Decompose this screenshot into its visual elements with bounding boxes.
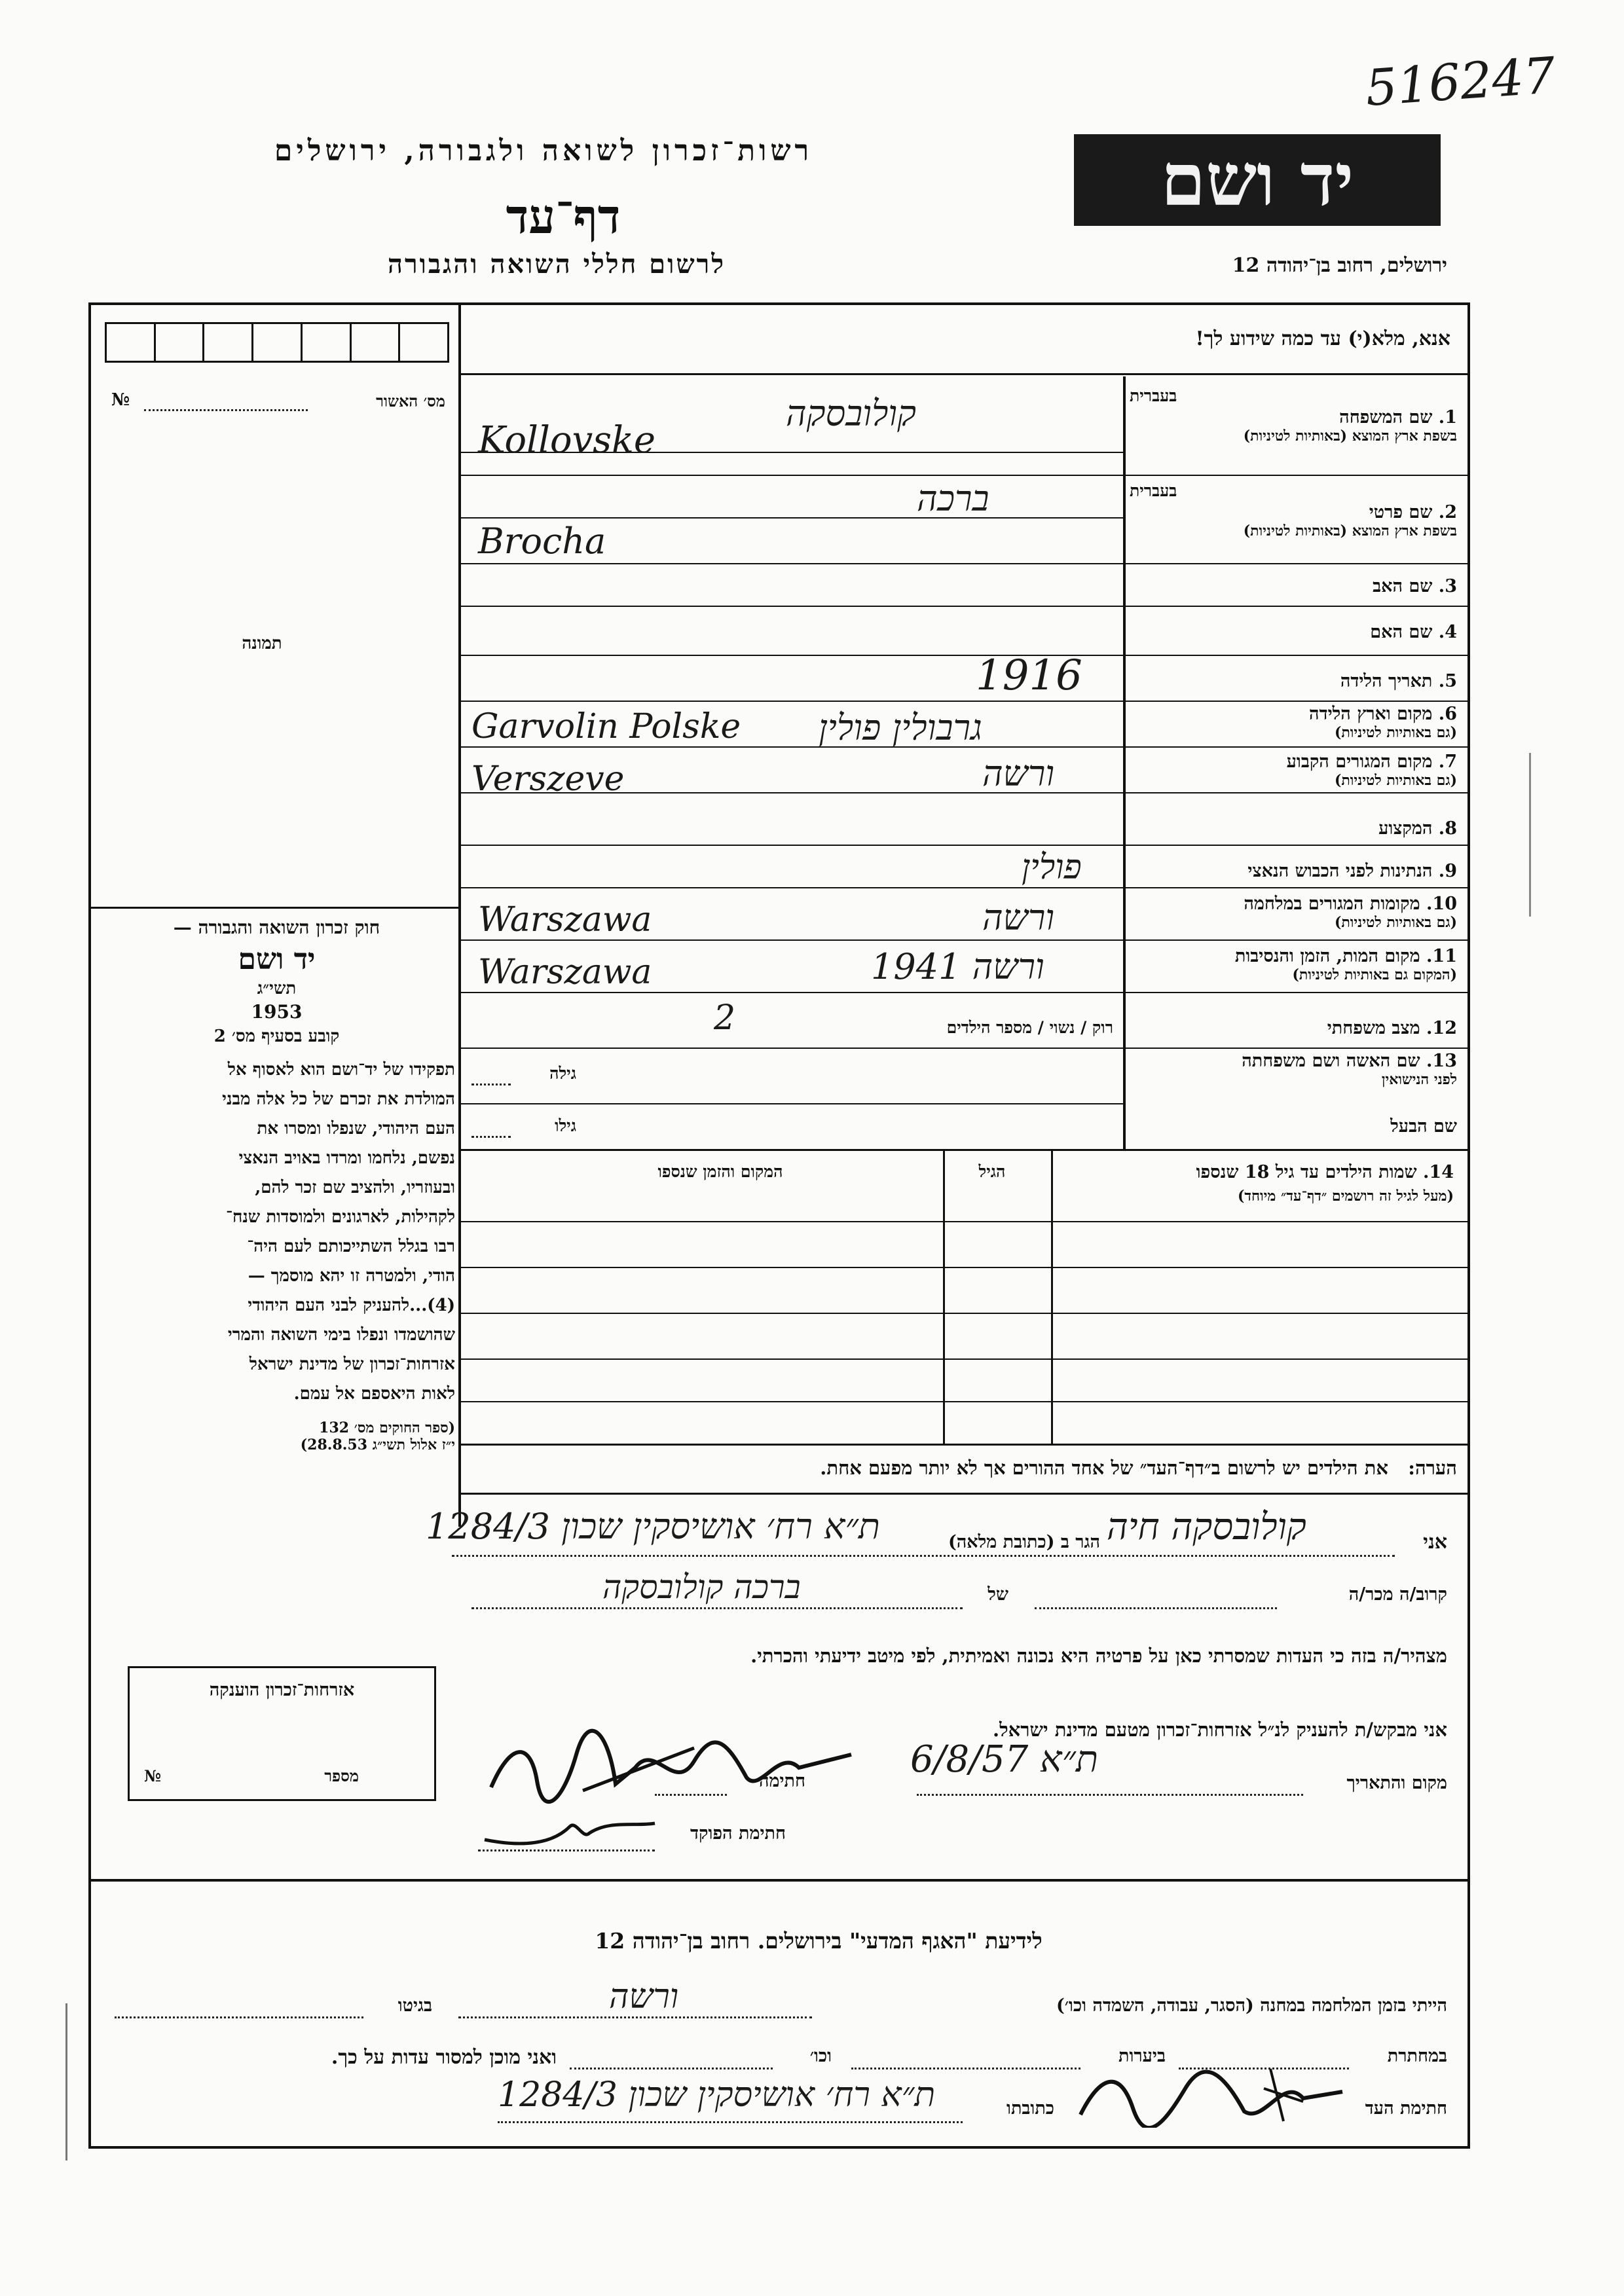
bottom-address-label: כתובתו — [1006, 2098, 1054, 2119]
form-subtitle: לרשום חללי השואה והגבורה — [387, 249, 726, 280]
field-8 — [1130, 818, 1457, 839]
field-2-heb-tag: בעברית — [1130, 481, 1177, 500]
law-year-heb: תשי״ג — [257, 979, 297, 998]
yad-vashem-logo — [1074, 134, 1441, 226]
field-5-label: תאריך הלידה — [1340, 671, 1433, 691]
field-12-label: מצב משפחתי — [1327, 1018, 1420, 1038]
law-text-line: לאות היאספם אל עמם. — [293, 1384, 455, 1404]
bottom-line1-value[interactable]: ורשה — [609, 1977, 679, 2016]
field-6-value-lat[interactable]: Garvolin Polske — [471, 707, 741, 746]
field-9-value[interactable]: פולין — [1022, 848, 1082, 887]
field-2-num: 2. — [1438, 502, 1457, 522]
field-1-label: שם המשפחה — [1339, 407, 1433, 428]
field-13-sub: לפני הנישואין — [1381, 1071, 1457, 1088]
law-text-line: תפקידו של יד־ושם הוא לאסוף אל — [227, 1060, 455, 1080]
field-14 — [1061, 1162, 1454, 1205]
decl-place-date-label: מקום והתאריך — [1346, 1773, 1447, 1793]
decl-statement: מצהיר/ה בזה כי העדות שמסרתי כאן על פרטיה היא נכונה ואמיתית, לפי מיטב ידיעתי והכרתי. — [750, 1645, 1447, 1667]
field-9-num: 9. — [1438, 861, 1457, 881]
field-9 — [1130, 861, 1457, 881]
field-6-value-heb[interactable]: גרבולין פולין — [819, 707, 982, 748]
children-col-place: המקום והזמן שנספו — [657, 1162, 783, 1181]
field-1 — [1130, 386, 1457, 445]
law-text-line: המולדת את זכרם של כל אלה מבני — [222, 1089, 455, 1109]
field-1-heb-tag: בעברית — [1130, 386, 1177, 405]
field-7-value-heb[interactable]: ורשה — [982, 753, 1055, 794]
law-title: חוק זכרון השואה והגבורה — — [173, 917, 380, 938]
field-7-num: 7. — [1438, 752, 1457, 772]
law-clause: קובע בסעיף מס׳ 2 — [213, 1027, 340, 1046]
bottom-forests-label: ביערות — [1118, 2046, 1166, 2066]
note-text: את הילדים יש לרשום ב״דף־העד״ של אחד ההורים אך לא יותר מפעם אחת. — [820, 1457, 1388, 1479]
field-1-num: 1. — [1438, 407, 1457, 428]
field-11-sub: (המקום גם באותיות לטיניות) — [1292, 966, 1457, 983]
field-13-age-label: גילה — [549, 1064, 576, 1083]
field-10-label: מקומות המגורים במלחמה — [1244, 894, 1420, 914]
field-8-num: 8. — [1438, 818, 1457, 839]
officer-signature[interactable] — [478, 1807, 661, 1853]
law-text-line: נפשם, נלחמו ומרדו באויב הנאצי — [238, 1148, 455, 1168]
law-text-line: רבו בגלל השתייכותם לעם היה־ — [247, 1237, 455, 1256]
field-12-num: 12. — [1426, 1018, 1457, 1038]
field-11-num: 11. — [1426, 946, 1457, 966]
field-13-label: שם האשה ושם משפחתה — [1242, 1051, 1420, 1071]
bottom-ready-label: ואני מוכן למסור עדות על כך. — [331, 2046, 557, 2069]
field-1-value-lat[interactable]: Kollovske — [478, 419, 656, 462]
field-10-num: 10. — [1426, 894, 1457, 914]
field-10-value-heb[interactable]: ורשה — [982, 897, 1055, 938]
field-11 — [1130, 946, 1457, 983]
field-7-value-lat[interactable]: Verszeve — [471, 759, 625, 799]
note — [471, 1457, 1457, 1480]
field-4 — [1130, 622, 1457, 642]
field-12-children[interactable]: 2 — [714, 998, 736, 1038]
field-10-value-lat[interactable]: Warszawa — [478, 900, 652, 939]
field-2-value-heb[interactable]: ברכה — [917, 478, 989, 519]
field-14-label: שמות הילדים עד גיל 18 שנספו — [1196, 1162, 1417, 1182]
field-11-label: מקום המות, הזמן והנסיבות — [1234, 946, 1420, 966]
bottom-line1-label: הייתי בזמן המלחמה במחנה (הסגר, עבודה, השמדה וכו׳) — [1056, 1995, 1447, 2016]
decl-officer-label: חתימת הפוקד — [690, 1823, 786, 1844]
bottom-address-value[interactable]: ת״א רח׳ אושיסקין שכון 1284/3 — [498, 2075, 936, 2115]
law-text-line: העם היהודי, שנפלו ומסרו את — [257, 1119, 455, 1139]
citizenship-number-label: מספר — [324, 1766, 359, 1785]
law-text-line: אזרחות־זכרון של מדינת ישראל — [249, 1355, 455, 1374]
field-2-value-lat[interactable]: Brocha — [478, 520, 606, 562]
bottom-etc-label: וכו׳ — [809, 2046, 832, 2066]
field-13 — [1130, 1051, 1457, 1088]
field-2-label: שם פרטי — [1369, 502, 1433, 522]
field-8-label: המקצוע — [1378, 818, 1433, 839]
field-9-label: הנתינות לפני הכבוש הנאצי — [1247, 861, 1433, 881]
field-4-num: 4. — [1438, 622, 1457, 642]
field-5 — [1130, 671, 1457, 691]
field-1-value-heb[interactable]: קולובסקה — [786, 393, 917, 434]
archive-number: 516247 — [1363, 45, 1557, 118]
law-text-line: שהושמדו ונפלו בימי השואה והמרי — [227, 1325, 455, 1345]
field-5-value[interactable]: 1916 — [976, 651, 1082, 700]
field-11-value-heb[interactable]: ורשה 1941 — [871, 946, 1044, 987]
intro-line: אנא, מלא(י) עד כמה שידוע לך! — [1195, 327, 1450, 350]
witness-signature[interactable] — [1074, 2062, 1349, 2128]
decl-request: אני מבקש/ת להעניק לנ״ל אזרחות־זכרון מטעם מדינת ישראל. — [993, 1719, 1447, 1741]
decl-i-label: אני — [1423, 1531, 1447, 1554]
decl-of-value[interactable]: ברכה קולובסקה — [602, 1568, 801, 1606]
approval-no: № — [111, 390, 130, 410]
field-12-status: רוק / נשוי / מספר הילדים — [946, 1018, 1113, 1037]
field-7-label: מקום המגורים הקבוע — [1286, 752, 1433, 772]
field-14-num: 14. — [1423, 1162, 1454, 1182]
law-year: 1953 — [251, 1001, 303, 1023]
approval-label: מס׳ האשור — [376, 392, 445, 410]
law-text-line: ובעוזריו, ולהציב שם זכר להם, — [255, 1178, 455, 1197]
citizenship-title: אזרחות־זכרון הוענקה — [209, 1680, 355, 1700]
address: ירושלים, רחוב בן־יהודה 12 — [1232, 254, 1447, 277]
law-box — [98, 917, 455, 1453]
logo-text: יד ושם — [1160, 137, 1354, 222]
field-6-num: 6. — [1438, 704, 1457, 724]
decl-of-label: של — [987, 1584, 1008, 1605]
law-footnote-2: י״ז אלול תשי״ג 28.8.53) — [300, 1436, 455, 1453]
field-husband: שם הבעל — [1390, 1116, 1457, 1137]
bottom-title: לידיעת "האגף המדעי" בירושלים. רחוב בן־יהודה 12 — [595, 1928, 1043, 1954]
field-2-sub: בשפת ארץ המוצא (באותיות לטיניות) — [1243, 522, 1457, 539]
field-6-sub: (גם באותיות לטיניות) — [1334, 724, 1457, 741]
field-7 — [1130, 752, 1457, 789]
decl-residing-label: הגר ב (כתובת מלאה) — [948, 1532, 1100, 1552]
field-3-label: שם האב — [1373, 576, 1433, 596]
bottom-witness-sig-label: חתימת העד — [1365, 2098, 1447, 2119]
note-label: הערה: — [1408, 1457, 1457, 1479]
form-title: דף־עד — [506, 189, 621, 244]
field-5-num: 5. — [1438, 671, 1457, 691]
bottom-hiding-label: במחתרת — [1387, 2046, 1447, 2066]
decl-relative-label: קרוב/ה מכר/ה — [1348, 1584, 1447, 1605]
field-12 — [1130, 1018, 1457, 1038]
code-boxes — [105, 322, 449, 363]
decl-place-date-value[interactable]: ת״א 6/8/57 — [910, 1738, 1099, 1781]
bottom-ghetto-label: בגיטו — [397, 1995, 432, 2016]
field-6 — [1130, 704, 1457, 741]
field-6-label: מקום וארץ הלידה — [1309, 704, 1433, 724]
citizenship-box — [128, 1666, 436, 1801]
scan-edge-mark — [1529, 753, 1531, 917]
field-1-sub: בשפת ארץ המוצא (באותיות לטיניות) — [1243, 428, 1457, 445]
law-name: יד ושם — [238, 943, 316, 976]
scan-edge-mark — [65, 2003, 67, 2160]
field-2 — [1130, 481, 1457, 539]
field-husband-age-label: גילו — [555, 1116, 576, 1135]
children-col-age: הגיל — [978, 1162, 1006, 1181]
field-13-num: 13. — [1426, 1051, 1457, 1071]
field-10 — [1130, 894, 1457, 931]
law-text-line: הודי, ולמטרה זו יהא מוסמך — — [248, 1266, 455, 1286]
photo-label: תמונה — [242, 634, 282, 653]
field-7-sub: (גם באותיות לטיניות) — [1334, 772, 1457, 789]
decl-residing-value[interactable]: ת״א רח׳ אושיסקין שכון 1284/3 — [426, 1506, 880, 1547]
field-14-sub: (מעל לגיל זה רושמים ״דף־עד״ מיוחד) — [1237, 1188, 1454, 1205]
authority-title: רשות־זכרון לשואה ולגבורה, ירושלים — [274, 134, 813, 168]
field-3 — [1130, 576, 1457, 596]
field-3-num: 3. — [1438, 576, 1457, 596]
decl-signature-label: חתימה — [758, 1771, 805, 1791]
law-footnote-1: (ספר החוקים מס׳ 132 — [319, 1419, 455, 1436]
field-10-sub: (גם באותיות לטיניות) — [1334, 914, 1457, 931]
law-text-line: (4)...להעניק לבני העם היהודי — [248, 1296, 455, 1315]
citizenship-no: № — [144, 1766, 162, 1785]
field-4-label: שם האם — [1370, 622, 1433, 642]
decl-i-value[interactable]: קולובסקה חיה — [1107, 1506, 1306, 1548]
law-text-line: לקהילות, לארגונים ולמוסדות שנח־ — [226, 1207, 455, 1227]
field-11-value-lat[interactable]: Warszawa — [478, 953, 652, 992]
